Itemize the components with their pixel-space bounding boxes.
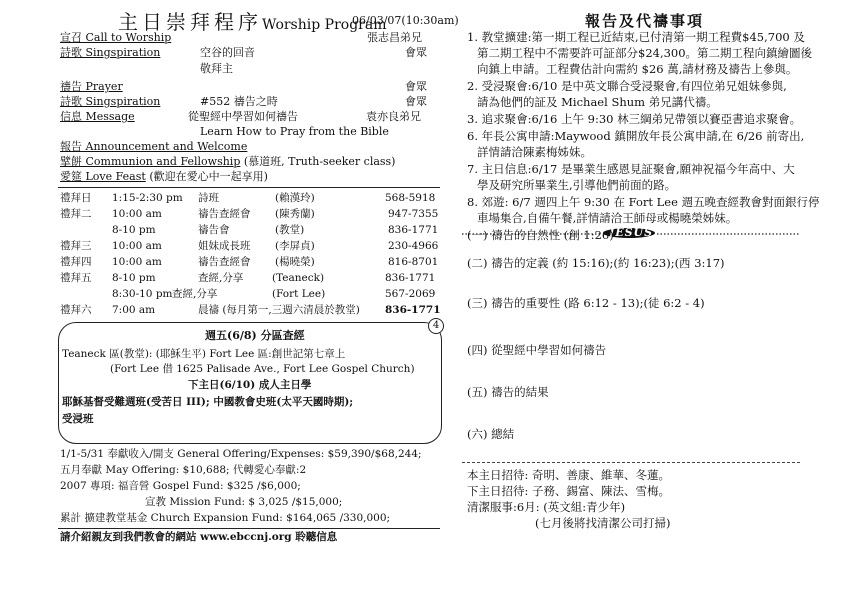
program-detail: #552 禱告之時 bbox=[200, 95, 278, 108]
outline-item: (二) 禱告的定義 (約 15:16);(約 16:23);(西 3:17) bbox=[467, 256, 725, 270]
schedule-phone: 836-1771 bbox=[388, 224, 439, 236]
schedule-event: 查經,分享 bbox=[172, 288, 218, 300]
program-person: 會眾 bbox=[405, 46, 427, 59]
title-zh: 主日崇拜程序 bbox=[118, 10, 262, 34]
announcement-line: 向鎮上申請。工程費估計向需約 $26 萬,請材務及禱告上參與。 bbox=[477, 62, 798, 76]
schedule-phone: 947-7355 bbox=[388, 208, 439, 220]
outline-item: (一) 禱告的自然性 (創 1:26) bbox=[467, 228, 614, 242]
website-footer: 請介紹親友到我們教會的網站 www.ebccnj.org 聆聽信息 bbox=[60, 531, 338, 543]
schedule-host: (楊曉榮) bbox=[275, 256, 315, 268]
schedule-time: 10:00 am bbox=[112, 256, 162, 268]
duty-line: 本主日招待: 奇明、善康、維華、冬蓮。 bbox=[467, 468, 671, 482]
divider bbox=[58, 187, 440, 188]
announcement-line: 2. 受浸聚會:6/10 是中英文聯合受浸聚會,有四位弟兄姐妹參與, bbox=[467, 79, 787, 93]
schedule-event: 姐妹成長班 bbox=[198, 240, 251, 252]
outline-item: (三) 禱告的重要性 (路 6:12 - 13);(徒 6:2 - 4) bbox=[467, 296, 705, 310]
finance-line: 2007 專項: 福音營 Gospel Fund: $325 /$6,000; bbox=[60, 480, 301, 492]
outline-item: (四) 從聖經中學習如何禱告 bbox=[467, 343, 607, 357]
schedule-event: 查經,分享 bbox=[198, 272, 244, 284]
schedule-day: 禮拜五 bbox=[60, 272, 92, 284]
date-label: 06/03/07(10:30am) bbox=[352, 14, 459, 27]
friday-title: 週五(6/8) 分區查經 bbox=[205, 329, 305, 342]
schedule-host: (李屏貞) bbox=[275, 240, 315, 252]
program-person: 會眾 bbox=[405, 80, 427, 93]
title-en: Worship Program bbox=[262, 17, 387, 33]
friday-line: 下主日(6/10) 成人主日學 bbox=[188, 379, 312, 391]
announcement-line: 車場集合,自備午餐,詳情請洽王師母或楊曉榮姊妹。 bbox=[477, 211, 738, 225]
schedule-day: 禮拜二 bbox=[60, 208, 92, 220]
schedule-phone: 567-2069 bbox=[385, 288, 436, 300]
announcement-line: 3. 追求聚會:6/16 上午 9:30 林三綱弟兄帶領以賽亞書追求聚會。 bbox=[467, 112, 802, 126]
schedule-phone: 230-4966 bbox=[388, 240, 439, 252]
duty-line: (七月後將找清潔公司打掃) bbox=[535, 516, 671, 530]
program-row bbox=[60, 170, 268, 183]
friday-line: (Fort Lee 借 1625 Palisade Ave., Fort Lee Gospel Church) bbox=[110, 363, 415, 375]
program-label: 信息 Message bbox=[60, 110, 135, 123]
program-detail: 從聖經中學習如何禱告 bbox=[188, 110, 298, 123]
finance-line: 宣教 Mission Fund: $ 3,025 /$15,000; bbox=[145, 496, 343, 508]
announcement-line: 請為他們的証及 Michael Shum 弟兄講代禱。 bbox=[477, 95, 718, 109]
schedule-host: (陳秀蘭) bbox=[275, 208, 315, 220]
announcement-line: 第二期工程中不需要許可証部分$24,300。第二期工程向鎮繪圖後 bbox=[477, 46, 813, 60]
schedule-time: 8-10 pm bbox=[112, 272, 156, 284]
program-detail: (慕道班, Truth-seeker class) bbox=[243, 155, 396, 168]
program-label: 愛筵 Love Feast bbox=[60, 170, 146, 183]
announcement-line: 1. 教堂擴建:第一期工程已近結束,已付清第一期工程費$45,700 及 bbox=[467, 30, 805, 44]
program-label: 禱告 Prayer bbox=[60, 80, 123, 93]
friday-line: Teaneck 區(教堂): (耶穌生平) Fort Lee 區:創世記第七章上 bbox=[62, 348, 346, 360]
page-number-badge: 4 bbox=[428, 318, 444, 334]
program-detail: (歡迎在愛心中一起享用) bbox=[149, 170, 268, 183]
jesus-text: JESUS bbox=[609, 226, 654, 239]
program-person: 會眾 bbox=[405, 95, 427, 108]
schedule-phone: 836-1771 bbox=[385, 272, 436, 284]
program-label: 報告 Announcement and Welcome bbox=[60, 140, 248, 153]
schedule-time: 10:00 am bbox=[112, 208, 162, 220]
program-detail: 敬拜主 bbox=[200, 62, 233, 75]
announcement-line: 6. 年長公寓申請:Maywood 鎮開放年長公寓申請,在 6/26 前寄出, bbox=[467, 129, 805, 143]
program-label: 宣召 Call to Worship bbox=[60, 31, 172, 44]
program-detail: 空谷的回音 bbox=[200, 46, 255, 59]
schedule-host: (教堂) bbox=[275, 224, 305, 236]
program-person: 張志昌弟兄 bbox=[367, 31, 422, 44]
schedule-phone: 836-1771 bbox=[385, 304, 441, 316]
schedule-time: 7:00 am bbox=[112, 304, 156, 316]
program-label: 詩歌 Singspiration bbox=[60, 95, 161, 108]
finance-line: 五月奉獻 May Offering: $10,688; 代轉愛心奉獻:2 bbox=[60, 464, 307, 476]
program-label: 擘餅 Communion and Fellowship bbox=[60, 155, 241, 168]
schedule-phone: 816-8701 bbox=[388, 256, 439, 268]
announcement-line: 學及研究所畢業生,引導他們前面的路。 bbox=[477, 178, 677, 192]
schedule-event: 禱告會 bbox=[198, 224, 230, 236]
finance-line: 累計 擴建教堂基金 Church Expansion Fund: $164,065 /330,000; bbox=[60, 512, 391, 524]
program-detail: Learn How to Pray from the Bible bbox=[200, 125, 389, 138]
schedule-time: 8-10 pm bbox=[112, 224, 156, 236]
finance-line: 1/1-5/31 奉獻收入/開支 General Offering/Expenses: $59,390/$68,244; bbox=[60, 448, 422, 460]
schedule-host: (Teaneck) bbox=[272, 272, 325, 284]
announcement-line: 7. 主日信息:6/17 是畢業生感恩見証聚會,願神祝福今年高中、大 bbox=[467, 162, 795, 176]
duty-line: 清潔服事:6月: (英文組:青少年) bbox=[467, 500, 626, 514]
schedule-time: 1:15-2:30 pm bbox=[112, 192, 183, 204]
outline-item: (五) 禱告的結果 bbox=[467, 385, 549, 399]
schedule-host: (賴漢玲) bbox=[275, 192, 315, 204]
schedule-time: 8:30-10 pm bbox=[112, 288, 173, 300]
friday-line: 耶穌基督受難週班(受苦日 III); 中國教會史班(太平天國時期); bbox=[62, 396, 354, 408]
schedule-event: 晨禱 (每月第一,三週六清晨於教堂) bbox=[198, 304, 360, 316]
schedule-day: 禮拜四 bbox=[60, 256, 92, 268]
announcements-title: 報告及代禱事項 bbox=[585, 12, 705, 30]
divider bbox=[462, 462, 800, 463]
divider bbox=[58, 528, 440, 529]
schedule-time: 10:00 am bbox=[112, 240, 162, 252]
friday-line: 受浸班 bbox=[62, 413, 94, 425]
program-person: 袁亦良弟兄 bbox=[366, 110, 421, 123]
schedule-event: 禱告查經會 bbox=[198, 208, 251, 220]
schedule-event: 禱告查經會 bbox=[198, 256, 251, 268]
announcement-line: 詳情請洽陳素梅姊妹。 bbox=[477, 145, 592, 159]
schedule-host: (Fort Lee) bbox=[272, 288, 326, 300]
schedule-phone: 568-5918 bbox=[385, 192, 436, 204]
announcement-line: 8. 郊遊: 6/7 週四上午 9:30 在 Fort Lee 週五晚查經教會對面銀行停 bbox=[467, 195, 820, 209]
schedule-day: 禮拜六 bbox=[60, 304, 92, 316]
outline-item: (六) 總結 bbox=[467, 427, 515, 441]
duty-line: 下主日招待: 子務、錫富、陳法、雪梅。 bbox=[467, 484, 671, 498]
schedule-day: 禮拜三 bbox=[60, 240, 92, 252]
schedule-day: 禮拜日 bbox=[60, 192, 92, 204]
schedule-event: 詩班 bbox=[198, 192, 219, 204]
program-label: 詩歌 Singspiration bbox=[60, 46, 161, 59]
program-row bbox=[60, 155, 395, 168]
